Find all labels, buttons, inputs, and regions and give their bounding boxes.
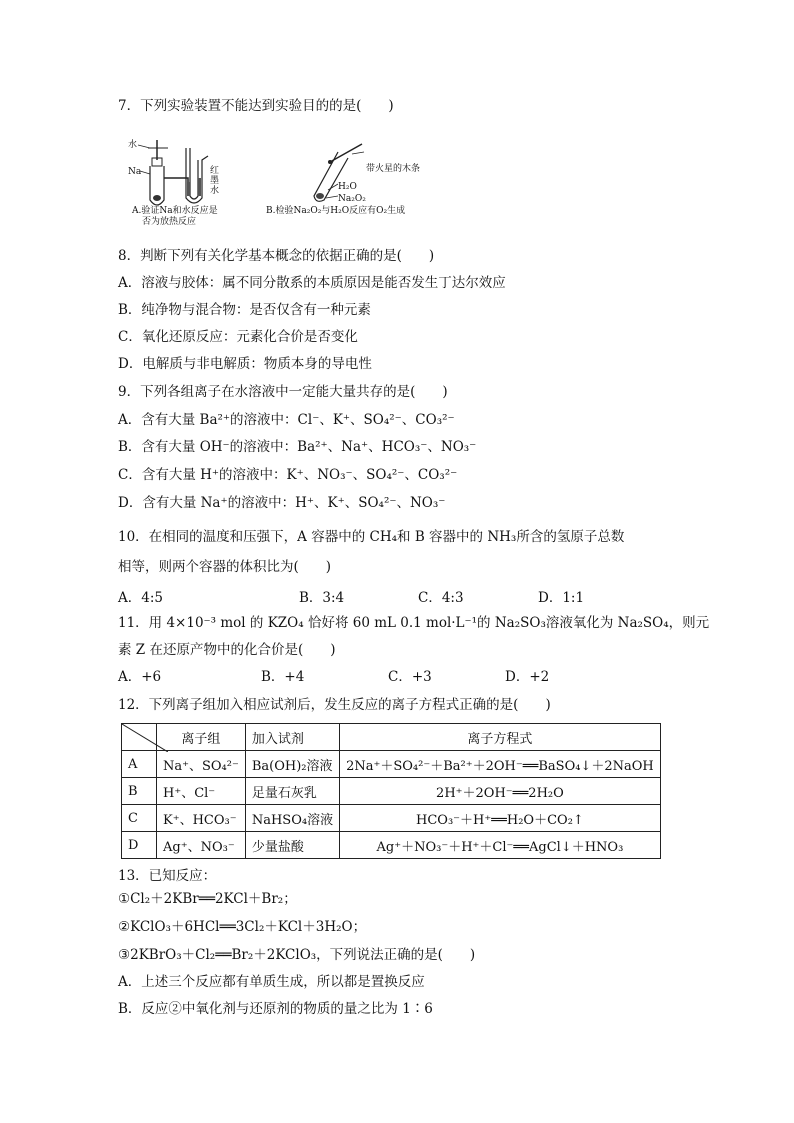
q11-option-a: A．+6 (118, 669, 162, 685)
q10-option-b: B．3:4 (299, 590, 345, 606)
figure-a-caption-line1: A.验证Na和水反应是 (132, 206, 218, 216)
q11-option-c: C．+3 (388, 669, 432, 685)
figure-b-apparatus (266, 138, 426, 230)
table-row (122, 751, 661, 778)
q13-option-a: A．上述三个反应都有单质生成，所以都是置换反应 (118, 974, 425, 990)
q13-reaction-2: ②KClO₃＋6HCl══3Cl₂＋KCl＋3H₂O； (118, 919, 367, 935)
table-cell-equation: Ag⁺＋NO₃⁻＋H⁺＋Cl⁻══AgCl↓＋HNO₃ (340, 832, 661, 859)
q13-reaction-3: ③2KBrO₃＋Cl₂══Br₂＋2KClO₃，下列说法正确的是( ) (118, 947, 476, 963)
figure-a-apparatus (128, 138, 238, 230)
table-cell-label: D (122, 832, 157, 859)
q8-stem: 8．判断下列有关化学基本概念的依据正确的是( ) (118, 248, 435, 264)
q10-option-c: C．4:3 (418, 590, 464, 606)
q8-option-a: A．溶液与胶体：属不同分散系的本质原因是能否发生丁达尔效应 (118, 275, 506, 291)
q8-option-d: D．电解质与非电解质：物质本身的导电性 (118, 356, 372, 372)
figure-b-caption: B.检验Na₂O₂与H₂O反应有O₂生成 (266, 206, 406, 216)
table-cell-ions: K⁺、HCO₃⁻ (157, 805, 246, 832)
q13-stem: 13．已知反应： (118, 868, 217, 884)
table-cell-label: C (122, 805, 157, 832)
table-cell-reagent: 足量石灰乳 (245, 778, 339, 805)
figure-b-label-splint: 带火星的木条 (366, 164, 421, 174)
table-cell-label: B (122, 778, 157, 805)
q9-option-a: A．含有大量 Ba²⁺的溶液中：Cl⁻、K⁺、SO₄²⁻、CO₃²⁻ (118, 412, 455, 428)
q10-option-d: D．1:1 (538, 590, 585, 606)
q10-stem-line1: 10．在相同的温度和压强下，A 容器中的 CH₄和 B 容器中的 NH₃所含的氢原子总数 (118, 529, 625, 545)
q9-option-d: D．含有大量 Na⁺的溶液中：H⁺、K⁺、SO₄²⁻、NO₃⁻ (118, 495, 446, 511)
q12-table (121, 723, 661, 859)
figure-a-label-red-ink: 红墨水 (210, 166, 220, 196)
figure-b-label-na2o2: Na₂O₂ (338, 194, 366, 204)
table-cell-equation: 2H⁺＋2OH⁻══2H₂O (340, 778, 661, 805)
table-header-row (122, 724, 661, 751)
q10-stem-line2: 相等，则两个容器的体积比为( ) (118, 559, 332, 575)
table-cell-label: A (122, 751, 157, 778)
q7-stem: 7．下列实验装置不能达到实验目的的是( ) (118, 98, 394, 114)
table-header-equation: 离子方程式 (340, 724, 661, 751)
figure-a-label-water: 水 (128, 140, 138, 150)
table-cell-ions: Ag⁺、NO₃⁻ (157, 832, 246, 859)
q11-option-b: B．+4 (261, 669, 305, 685)
figure-b-label-h2o: H₂O (338, 182, 357, 192)
table-cell-ions: Na⁺、SO₄²⁻ (157, 751, 246, 778)
figure-a-caption-line2: 否为放热反应 (142, 217, 197, 227)
table-cell-reagent: Ba(OH)₂溶液 (245, 751, 339, 778)
q8-option-b: B．纯净物与混合物：是否仅含有一种元素 (118, 302, 371, 318)
q11-stem-line2: 素 Z 在还原产物中的化合价是( ) (118, 642, 336, 658)
table-cell-reagent: 少量盐酸 (245, 832, 339, 859)
q11-option-d: D．+2 (505, 669, 550, 685)
table-cell-reagent: NaHSO₄溶液 (245, 805, 339, 832)
q9-option-b: B．含有大量 OH⁻的溶液中：Ba²⁺、Na⁺、HCO₃⁻、NO₃⁻ (118, 439, 477, 455)
q12-stem: 12．下列离子组加入相应试剂后，发生反应的离子方程式正确的是( ) (118, 697, 551, 713)
table-row (122, 832, 661, 859)
diagonal-line (122, 724, 168, 752)
table-header-corner (122, 724, 157, 751)
q8-option-c: C．氧化还原反应：元素化合价是否变化 (118, 329, 358, 345)
q10-option-a: A．4:5 (118, 590, 163, 606)
q9-stem: 9．下列各组离子在水溶液中一定能大量共存的是( ) (118, 384, 448, 400)
table-cell-equation: 2Na⁺＋SO₄²⁻＋Ba²⁺＋2OH⁻══BaSO₄↓＋2NaOH (340, 751, 661, 778)
q13-reaction-1: ①Cl₂＋2KBr══2KCl＋Br₂； (118, 891, 297, 907)
q13-option-b: B．反应②中氧化剂与还原剂的物质的量之比为 1∶6 (118, 1001, 433, 1017)
q11-stem-line1: 11．用 4×10⁻³ mol 的 KZO₄ 恰好将 60 mL 0.1 mol·L⁻¹的 Na₂SO₃溶液氧化为 Na₂SO₄，则元 (118, 615, 710, 631)
q9-option-c: C．含有大量 H⁺的溶液中：K⁺、NO₃⁻、SO₄²⁻、CO₃²⁻ (118, 467, 458, 483)
table-header-ions: 离子组 (157, 724, 246, 751)
table-cell-equation: HCO₃⁻＋H⁺══H₂O＋CO₂↑ (340, 805, 661, 832)
figure-a-label-na: Na (128, 167, 142, 177)
table-row (122, 778, 661, 805)
table-header-reagent: 加入试剂 (245, 724, 339, 751)
table-cell-ions: H⁺、Cl⁻ (157, 778, 246, 805)
table-row (122, 805, 661, 832)
